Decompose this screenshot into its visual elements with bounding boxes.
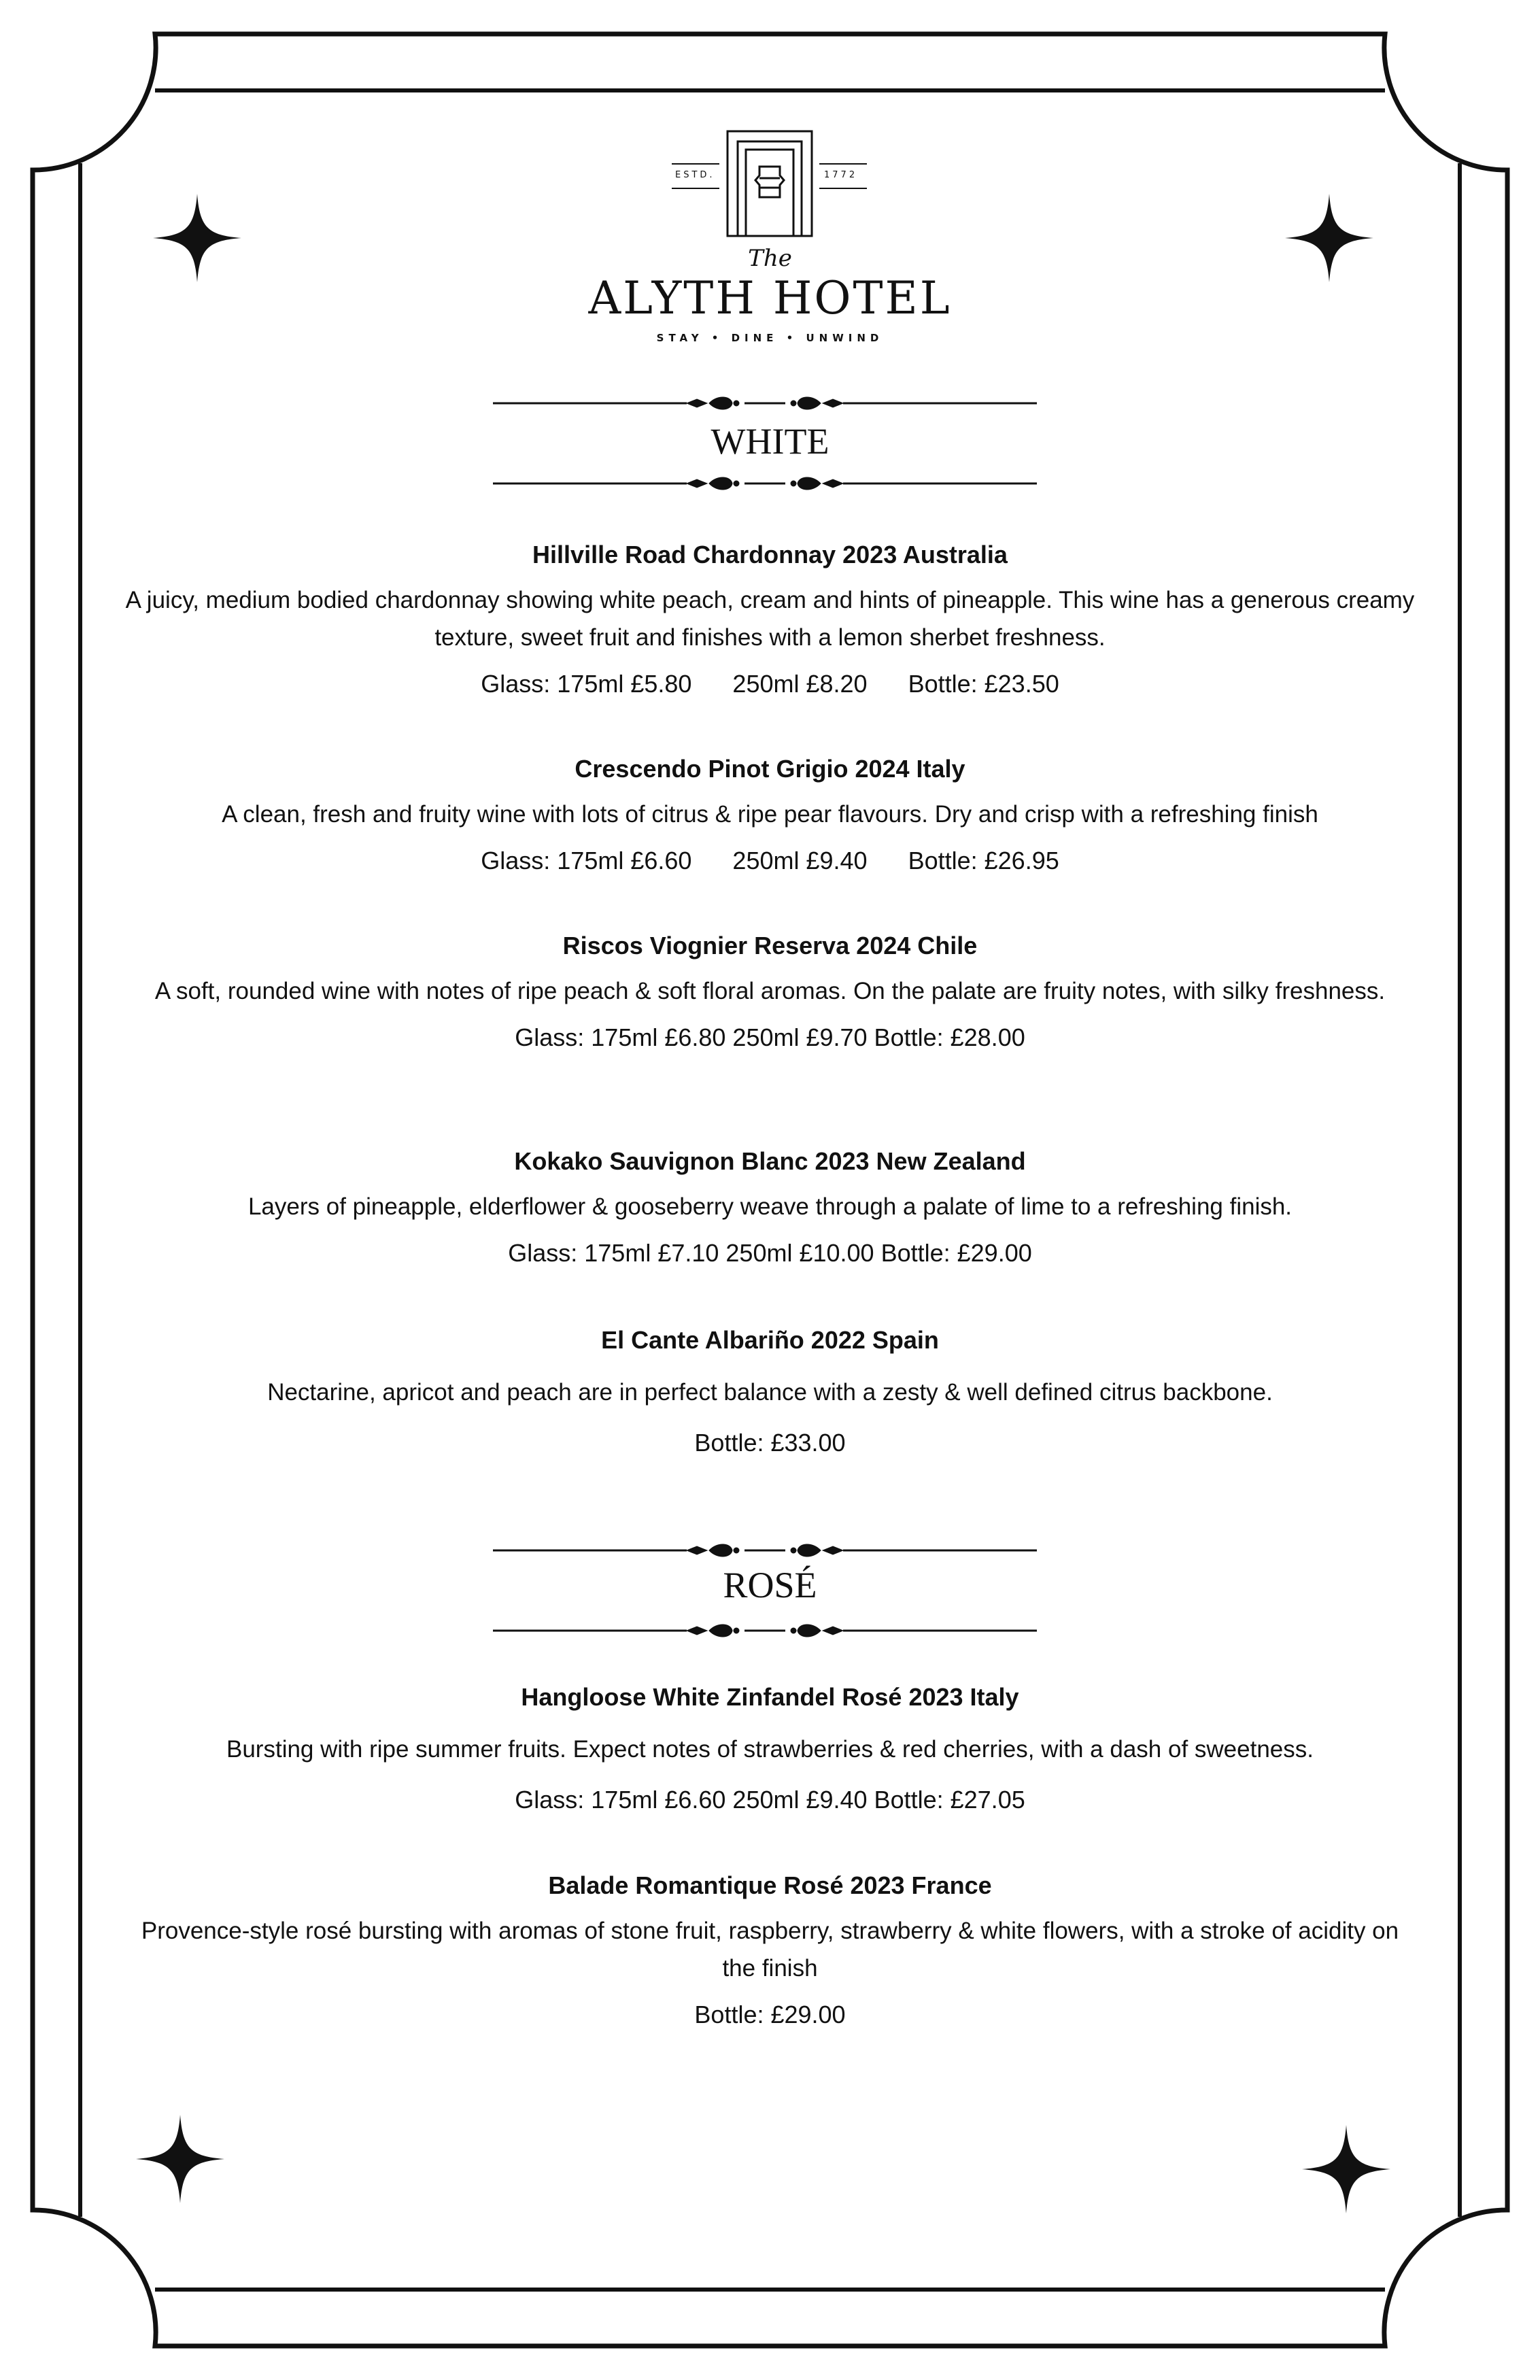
logo-the: The (748, 245, 792, 272)
wine-price: Glass: 175ml £6.60 250ml £9.40 Bottle: £26.95 (481, 847, 1059, 874)
wine-description: Nectarine, apricot and peach are in perfect balance with a zesty & well defined citrus backbone. (267, 1379, 1273, 1406)
wine-description: A juicy, medium bodied chardonnay showing white peach, cream and hints of pineapple. This wine has a generous creamy texture, sweet fruit and finishes with a lemon sherbet freshness. (125, 587, 1415, 651)
wine-item (122, 1871, 1418, 2029)
wine-item (122, 755, 1418, 875)
wine-name: Riscos Viognier Reserva 2024 Chile (562, 932, 978, 959)
wine-name: Hangloose White Zinfandel Rosé 2023 Italy (521, 1683, 1019, 1711)
wine-item (122, 932, 1418, 1052)
wine-item (122, 1326, 1418, 1457)
wine-price: Bottle: £33.00 (694, 1429, 846, 1457)
ornament-divider (493, 393, 1037, 413)
wine-price: Glass: 175ml £6.60 250ml £9.40 Bottle: £27.05 (515, 1786, 1025, 1814)
wine-name: Crescendo Pinot Grigio 2024 Italy (575, 755, 965, 783)
wine-price: Glass: 175ml £5.80 250ml £8.20 Bottle: £23.50 (481, 670, 1059, 698)
sparkle-icon (1302, 2125, 1390, 2213)
wine-name: El Cante Albariño 2022 Spain (601, 1326, 939, 1354)
wine-item (122, 541, 1418, 698)
sparkle-icon (136, 2115, 224, 2203)
logo-mark (0, 129, 1540, 238)
ornament-divider (493, 1540, 1037, 1561)
wine-description: Layers of pineapple, elderflower & gooseberry weave through a palate of lime to a refreshing finish. (247, 1193, 1293, 1220)
estd-year: 1772 (824, 170, 858, 180)
hotel-name: ALYTH HOTEL (588, 272, 952, 324)
wine-description: Bursting with ripe summer fruits. Expect notes of strawberries & red cherries, with a dash of sweetness. (226, 1736, 1314, 1763)
ornament-divider (493, 1620, 1037, 1641)
wine-name: Kokako Sauvignon Blanc 2023 New Zealand (514, 1147, 1026, 1175)
door-icon (725, 129, 814, 238)
wine-description: A soft, rounded wine with notes of ripe peach & soft floral aromas. On the palate are fruity notes, with silky freshness. (154, 978, 1386, 1004)
wine-price: Glass: 175ml £6.80 250ml £9.70 Bottle: £28.00 (515, 1023, 1025, 1051)
wine-name: Hillville Road Chardonnay 2023 Australia (532, 541, 1008, 568)
wine-description: A clean, fresh and fruity wine with lots of citrus & ripe pear flavours. Dry and crisp with a refreshing finish (222, 801, 1318, 828)
wine-price: Glass: 175ml £7.10 250ml £10.00 Bottle: £29.00 (508, 1239, 1032, 1267)
wine-name: Balade Romantique Rosé 2023 France (548, 1871, 992, 1899)
ornament-divider (493, 473, 1037, 494)
wine-description: Provence-style rosé bursting with aromas of stone fruit, raspberry, strawberry & white flowers, with a stroke of acidity on the finish (141, 1918, 1399, 1982)
wine-item (122, 1683, 1418, 1814)
hotel-tagline: STAY • DINE • UNWIND (656, 332, 884, 344)
section-title-white: WHITE (711, 421, 829, 462)
wine-item (122, 1147, 1418, 1268)
section-title-rose: ROSÉ (723, 1565, 817, 1605)
wine-price: Bottle: £29.00 (694, 2001, 846, 2028)
estd-label: ESTD. (675, 170, 715, 180)
